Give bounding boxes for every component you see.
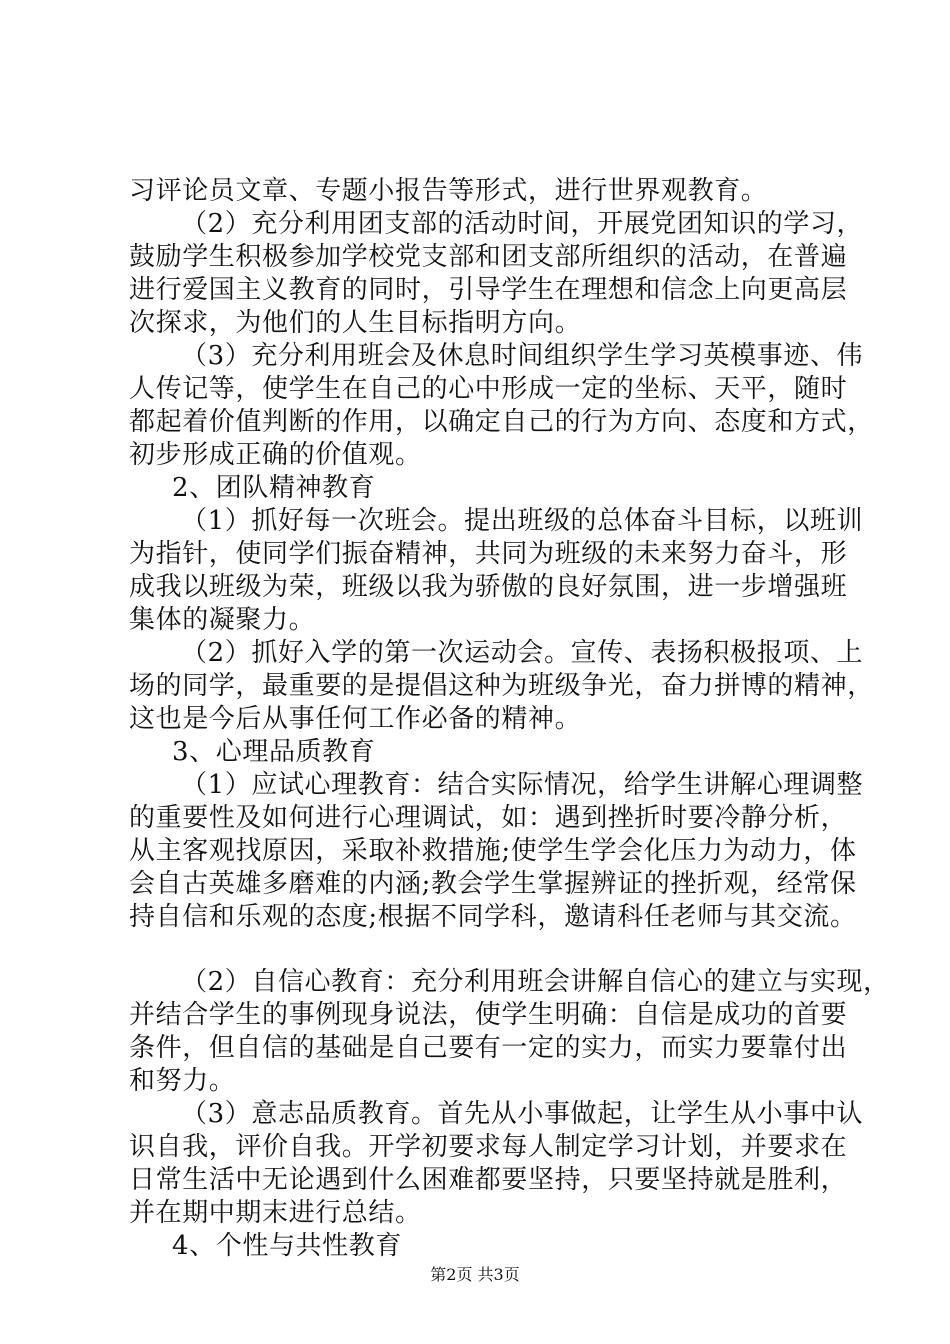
text-line: 识自我，评价自我。开学初要求每人制定学习计划，并要求在: [129, 1132, 848, 1162]
text-line: （2）充分利用团支部的活动时间，开展党团知识的学习，: [181, 209, 864, 239]
text-line: 人传记等，使学生在自己的心中形成一定的坐标、天平，随时: [129, 374, 848, 404]
text-line: 场的同学，最重要的是提倡这种为班级争光，奋力拼博的精神，: [129, 671, 874, 701]
text-line: 条件，但自信的基础是自己要有一定的实力，而实力要靠付出: [129, 1033, 848, 1063]
text-line: 成我以班级为荣，班级以我为骄傲的良好氛围，进一步增强班: [129, 572, 848, 602]
text-line: 鼓励学生积极参加学校党支部和团支部所组织的活动，在普遍: [129, 242, 848, 272]
text-line: 会自古英雄多磨难的内涵;教会学生掌握辨证的挫折观，经常保: [129, 869, 857, 899]
text-line: （3）意志品质教育。首先从小事做起，让学生从小事中认: [181, 1099, 864, 1129]
text-line: 初步形成正确的价值观。: [129, 440, 422, 470]
text-line: 从主客观找原因，采取补救措施;使学生学会化压力为动力，体: [129, 836, 857, 866]
text-line: 习评论员文章、专题小报告等形式，进行世界观教育。: [129, 176, 768, 206]
text-line: 的重要性及如何进行心理调试，如：遇到挫折时要冷静分析，: [129, 803, 848, 833]
section-heading: 3、心理品质教育: [172, 737, 376, 767]
text-line: 并在期中期末进行总结。: [129, 1198, 422, 1228]
section-heading: 4、个性与共性教育: [172, 1231, 402, 1261]
text-line: 和努力。: [129, 1066, 236, 1096]
text-line: 进行爱国主义教育的同时，引导学生在理想和信念上向更高层: [129, 275, 848, 305]
page-number: 第2页 共3页: [430, 1265, 520, 1284]
text-line: 持自信和乐观的态度;根据不同学科，邀请科任老师与其交流。: [129, 902, 857, 932]
text-line: （3）充分利用班会及休息时间组织学生学习英模事迹、伟: [181, 341, 864, 371]
text-line: 并结合学生的事例现身说法，使学生明确：自信是成功的首要: [129, 1000, 848, 1030]
text-line: （1）抓好每一次班会。提出班级的总体奋斗目标，以班训: [181, 506, 864, 536]
text-line: 都起着价值判断的作用，以确定自己的行为方向、态度和方式，: [129, 407, 874, 437]
text-line: 这也是今后从事任何工作必备的精神。: [129, 704, 582, 734]
text-line: （2）自信心教育：充分利用班会讲解自信心的建立与实现，: [181, 967, 890, 997]
text-line: （1）应试心理教育：结合实际情况，给学生讲解心理调整: [181, 770, 864, 800]
text-line: 次探求，为他们的人生目标指明方向。: [129, 308, 582, 338]
section-heading: 2、团队精神教育: [172, 473, 376, 503]
text-line: 日常生活中无论遇到什么困难都要坚持，只要坚持就是胜利，: [129, 1165, 848, 1195]
text-line: 为指针，使同学们振奋精神，共同为班级的未来努力奋斗，形: [129, 539, 848, 569]
text-line: 集体的凝聚力。: [129, 605, 316, 635]
text-line: （2）抓好入学的第一次运动会。宣传、表扬积极报项、上: [181, 638, 864, 668]
